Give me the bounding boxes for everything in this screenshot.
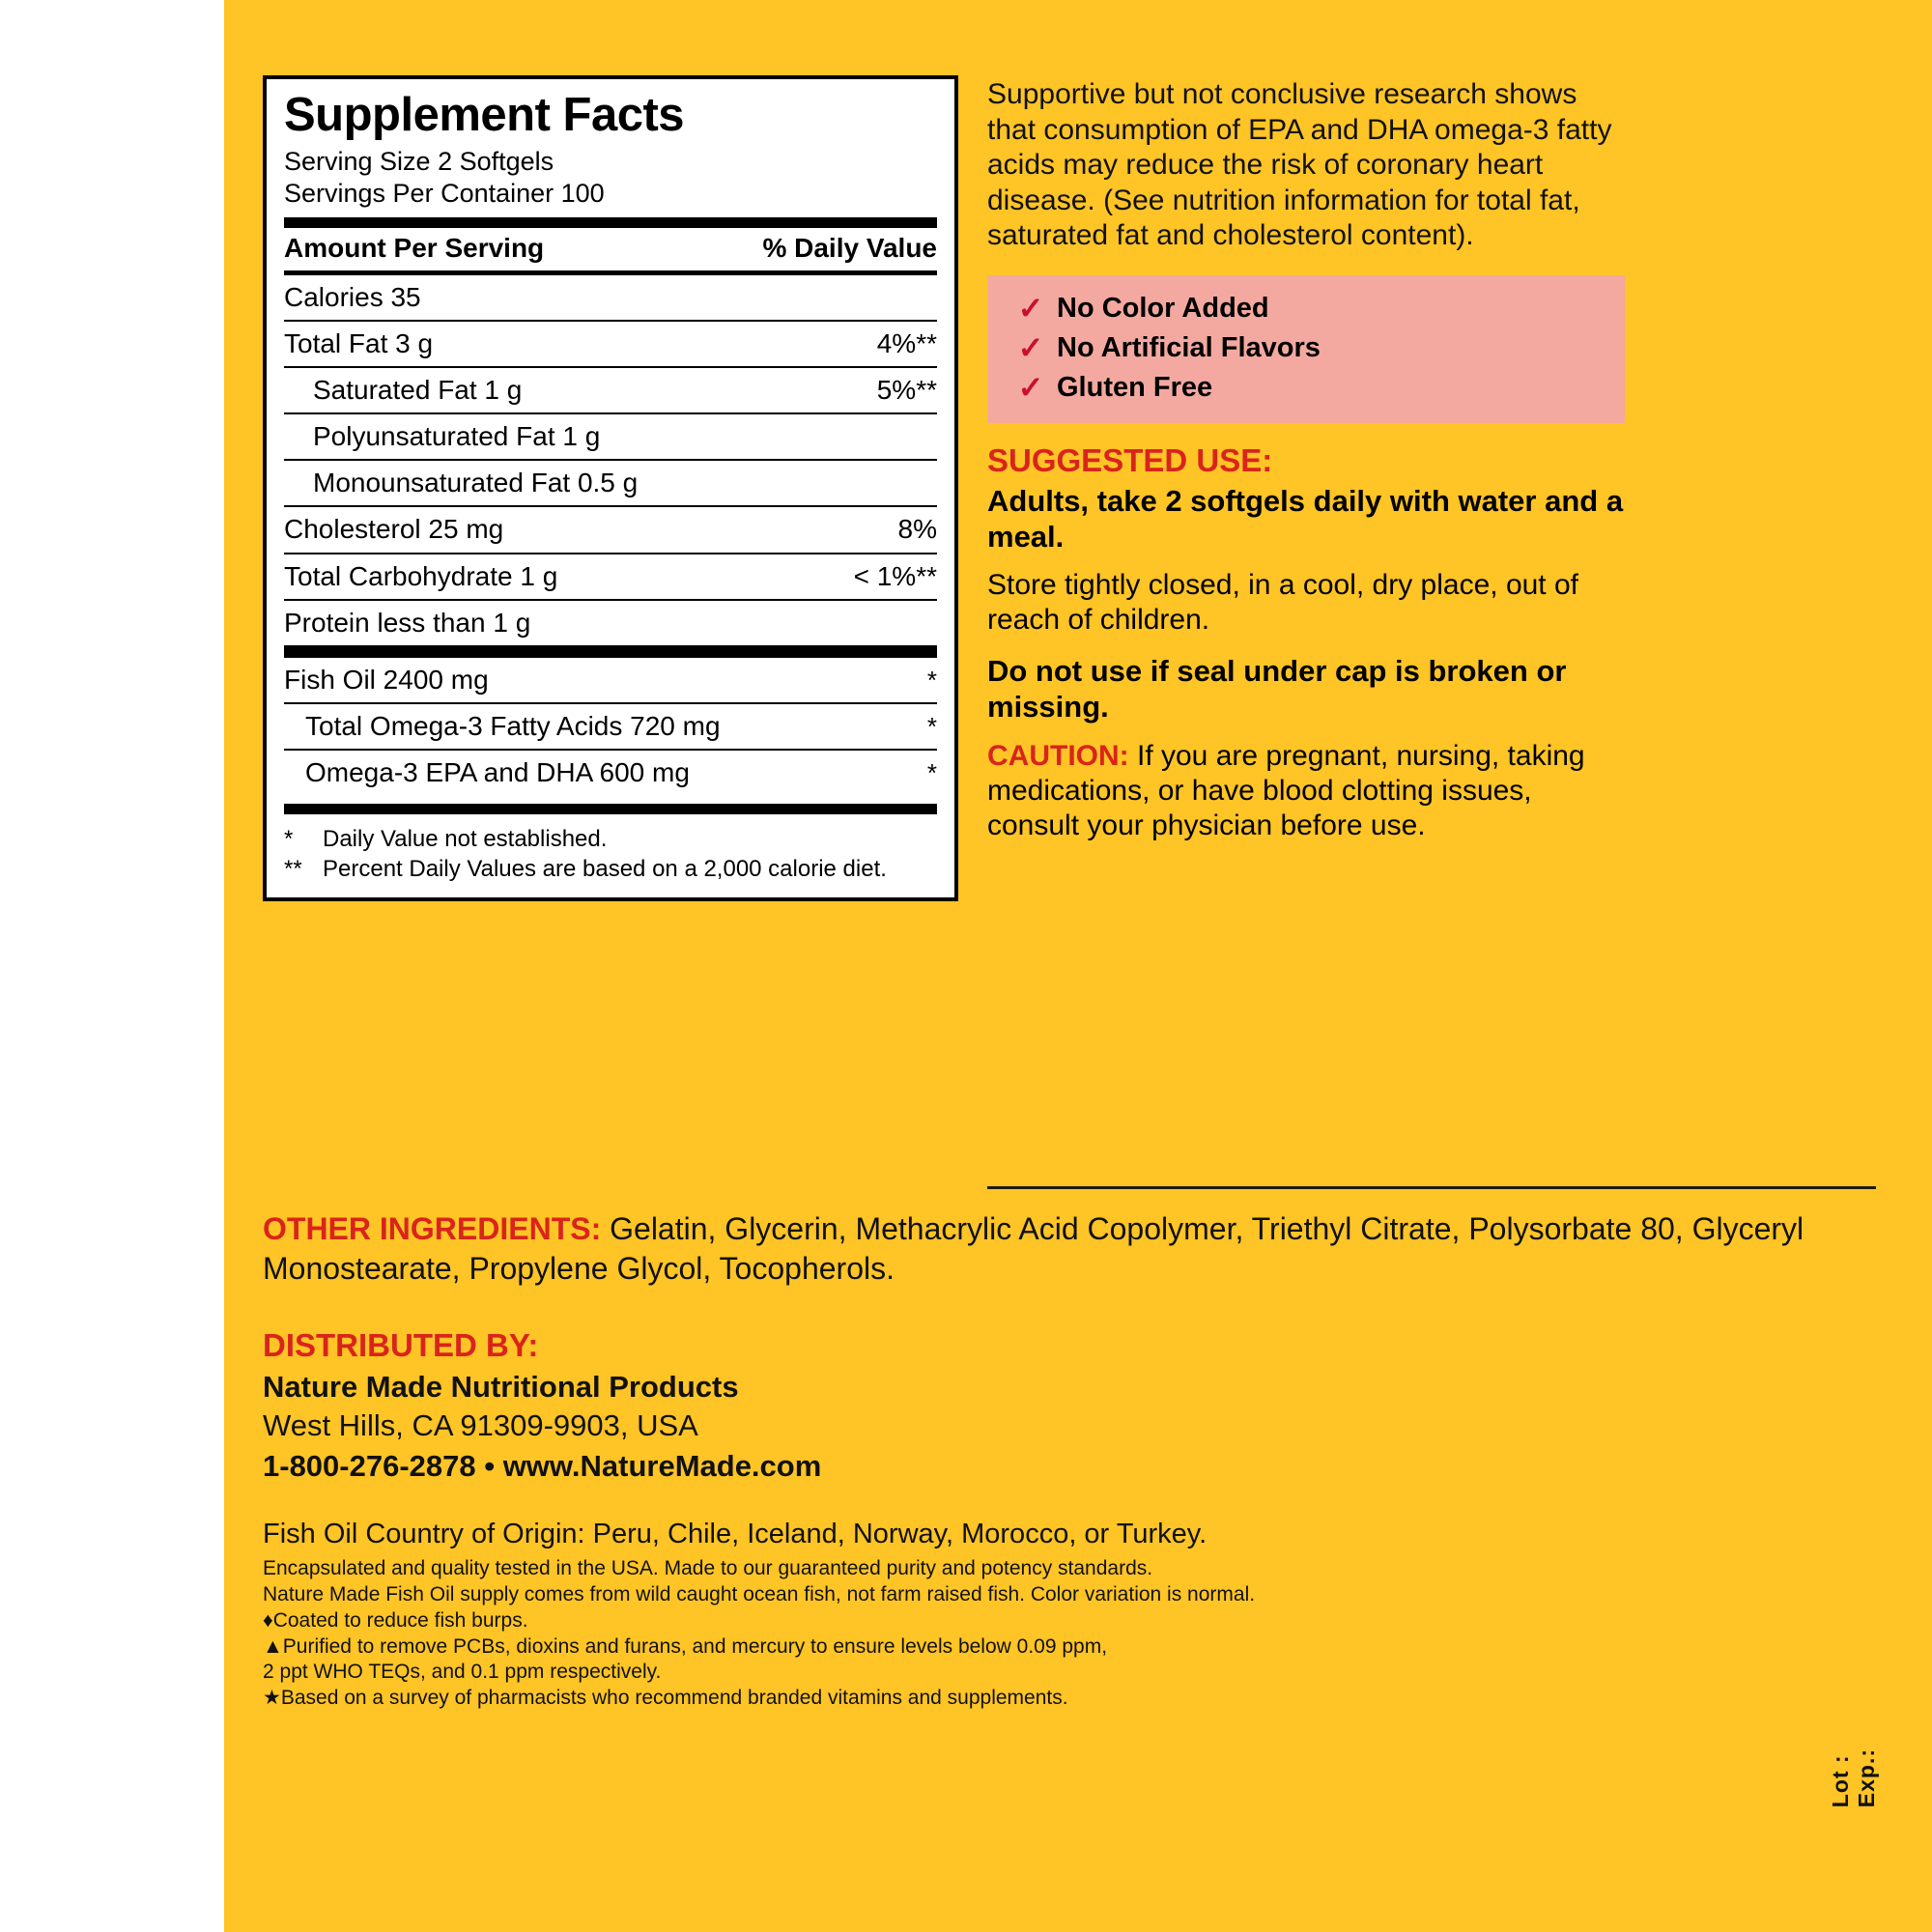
horizontal-divider: [987, 1186, 1876, 1189]
nutrient-dv: 8%: [897, 514, 937, 545]
nutrient-name: Calories 35: [284, 281, 421, 312]
daily-value-header: % Daily Value: [762, 233, 937, 264]
fine-print-line: ▲Purified to remove PCBs, dioxins and furans, and mercury to ensure levels below 0.09 ppm,: [263, 1634, 1108, 1658]
footnote-mark: **: [284, 855, 302, 882]
check-icon: ✓: [1017, 369, 1044, 405]
suggested-use-heading: SUGGESTED USE:: [987, 441, 1273, 478]
servings-per-container: Servings Per Container 100: [284, 179, 605, 209]
nutrient-dv: 5%**: [876, 374, 937, 405]
badge-label: Gluten Free: [1057, 371, 1213, 403]
other-ingredients-heading: OTHER INGREDIENTS:: [263, 1211, 602, 1246]
nutrient-dv: *: [926, 712, 937, 742]
fine-print-line: Nature Made Fish Oil supply comes from wild caught ocean fish, not farm raised fish. Color variation is normal.: [263, 1582, 1256, 1605]
amount-per-serving-header: Amount Per Serving: [284, 233, 545, 264]
divider-heavy: [284, 645, 937, 658]
supplement-facts-panel: [263, 75, 958, 901]
nutrient-name: Monounsaturated Fat 0.5 g: [313, 468, 639, 498]
nutrient-name: Fish Oil 2400 mg: [284, 665, 489, 695]
nutrient-name: Saturated Fat 1 g: [313, 374, 523, 405]
nutrient-name: Omega-3 EPA and DHA 600 mg: [305, 757, 690, 788]
footnote-row: [284, 824, 937, 854]
badge-item: [1005, 328, 1607, 368]
footnote-mark: *: [284, 825, 294, 852]
badge-list: [987, 275, 1625, 423]
table-row: [284, 704, 937, 749]
table-row: [284, 275, 937, 320]
nutrient-name: Polyunsaturated Fat 1 g: [313, 421, 601, 452]
exp-label: Exp.:: [1854, 1748, 1879, 1808]
other-ingredients-block: [263, 1209, 1886, 1289]
badge-label: No Artificial Flavors: [1057, 331, 1321, 363]
divider-thick-top: [284, 217, 937, 228]
fine-print-line: 2 ppt WHO TEQs, and 0.1 ppm respectively.: [263, 1661, 662, 1684]
badge-item: [1005, 368, 1607, 408]
nutrient-name: Total Carbohydrate 1 g: [284, 560, 558, 591]
other-ingredients-text: Gelatin, Glycerin, Methacrylic Acid Copolymer, Triethyl Citrate, Polysorbate 80, Glyceryl Monostearate, Propylene Glycol, Tocopherols.: [263, 1211, 1804, 1286]
distributor-contact[interactable]: 1-800-276-2878 • www.NatureMade.com: [263, 1448, 822, 1483]
health-claim-text: Supportive but not conclusive research shows that consumption of EPA and DHA omega-3 fatty acids may reduce the risk of coronary heart disease. (See nutrition information for total fat, saturated fat and cholesterol content).: [987, 78, 1612, 252]
nutrient-name: Cholesterol 25 mg: [284, 514, 504, 545]
lot-exp-block: [1828, 1748, 1895, 1807]
nutrient-dv: 4%**: [876, 327, 937, 358]
bottom-section: [263, 1209, 1886, 1712]
suggested-use-directions: Adults, take 2 softgels daily with water and a meal.: [987, 483, 1624, 554]
badge-item: [1005, 289, 1607, 328]
distributed-by-heading: DISTRIBUTED BY:: [263, 1326, 539, 1363]
table-header-row: [284, 228, 937, 270]
table-row: [284, 322, 937, 366]
caution-text: If you are pregnant, nursing, taking medications, or have blood clotting issues, consult your physician before use.: [987, 739, 1585, 841]
lot-label: Lot :: [1828, 1754, 1853, 1808]
table-row: [284, 507, 937, 552]
table-row: [284, 751, 937, 795]
distributor-company: Nature Made Nutritional Products: [263, 1369, 739, 1404]
table-row: [284, 461, 937, 505]
footnote-text: Percent Daily Values are based on a 2,000 calorie diet.: [323, 855, 887, 882]
footnotes: [284, 814, 937, 884]
divider-thick-bottom: [284, 804, 937, 814]
table-row: [284, 414, 937, 459]
nutrient-name: Total Fat 3 g: [284, 327, 434, 358]
nutrient-dv: *: [926, 666, 937, 695]
table-row: [284, 368, 937, 412]
caution-heading: CAUTION:: [987, 739, 1129, 772]
page-title: Supplement Facts: [284, 89, 685, 141]
fine-print-line: Encapsulated and quality tested in the USA. Made to our guaranteed purity and potency standards.: [263, 1556, 1153, 1579]
right-column: [987, 77, 1625, 843]
distributor-address: West Hills, CA 91309-9903, USA: [263, 1407, 698, 1442]
table-row: [284, 554, 937, 599]
fine-print-line: ♦Coated to reduce fish burps.: [263, 1608, 528, 1632]
nutrient-dv: < 1%**: [853, 560, 937, 591]
storage-instructions: Store tightly closed, in a cool, dry place, out of reach of children.: [987, 569, 1578, 637]
product-label: [224, 0, 1932, 1932]
check-icon: ✓: [1017, 329, 1044, 365]
footnote-text: Daily Value not established.: [323, 825, 608, 852]
table-row: [284, 658, 937, 702]
nutrient-name: Protein less than 1 g: [284, 607, 531, 638]
check-icon: ✓: [1017, 290, 1044, 326]
serving-size: Serving Size 2 Softgels: [284, 147, 554, 177]
country-of-origin: Fish Oil Country of Origin: Peru, Chile, Iceland, Norway, Morocco, or Turkey.: [263, 1518, 1208, 1549]
nutrient-name: Total Omega-3 Fatty Acids 720 mg: [305, 711, 721, 742]
caution-block: [987, 739, 1625, 843]
fine-print-line: ★Based on a survey of pharmacists who recommend branded vitamins and supplements.: [263, 1687, 1068, 1710]
seal-warning: Do not use if seal under cap is broken or missing.: [987, 654, 1567, 724]
footnote-row: [284, 854, 937, 884]
table-row: [284, 601, 937, 645]
nutrient-dv: *: [926, 758, 937, 788]
badge-label: No Color Added: [1057, 292, 1269, 324]
